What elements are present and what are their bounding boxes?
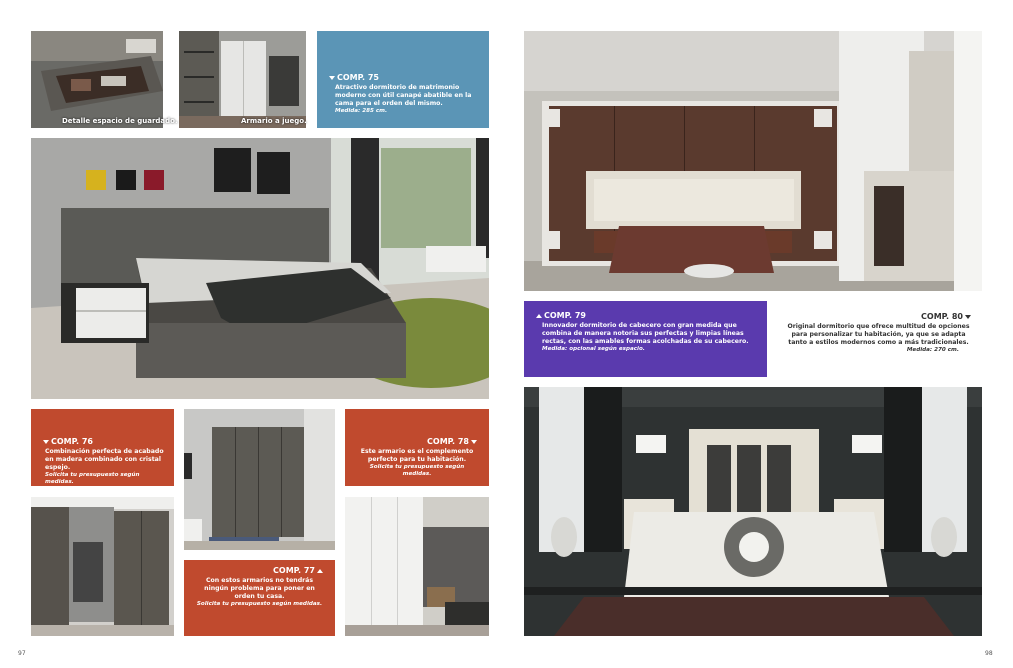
- caption-storage-detail: [62, 117, 188, 125]
- triangle-down-icon: [471, 440, 477, 444]
- comp75-box: [317, 31, 489, 128]
- comp80-box: [780, 312, 973, 372]
- photo-bedroom-80: [524, 387, 982, 636]
- triangle-down-icon: [965, 315, 971, 319]
- comp75-desc: Atractivo dormitorio de matrimonio moderno con útil canapé abatible en la cama para el orden del mismo.: [335, 84, 472, 108]
- comp78-box: [345, 409, 489, 486]
- triangle-down-icon: [309, 119, 315, 123]
- comp78-note: Solicita tu presupuesto según medidas.: [369, 464, 465, 478]
- comp77-desc: Con estos armarios no tendrás ningún problema para poner en orden tu casa.: [204, 577, 315, 601]
- comp77-box: [184, 560, 335, 636]
- comp76-note: Solicita tu presupuesto según medidas.: [45, 472, 140, 486]
- comp78-title-text: COMP. 78: [427, 437, 469, 446]
- comp76-title: [41, 437, 164, 446]
- comp79-title-text: COMP. 79: [544, 311, 586, 320]
- triangle-down-icon: [329, 76, 335, 80]
- page-number-right: 98: [985, 650, 993, 657]
- comp77-title-text: COMP. 77: [273, 566, 315, 575]
- comp79-note: Medida: opcional según espacio.: [542, 346, 645, 353]
- photo-main-bedroom: [31, 138, 489, 399]
- triangle-up-icon: [317, 569, 323, 573]
- comp80-note: Medida: 270 cm.: [906, 347, 959, 354]
- comp76-box: [31, 409, 174, 486]
- photo-wardrobe-78: [345, 497, 489, 636]
- page-number-left: 97: [18, 650, 26, 657]
- triangle-down-icon: [43, 440, 49, 444]
- photo-wardrobe-match: [179, 31, 306, 128]
- comp77-title: [194, 566, 325, 575]
- caption-storage-detail-text: Detalle espacio de guardado.: [62, 117, 178, 125]
- comp79-desc: Innovador dormitorio de cabecero con gran medida que combina de manera notoria sus perfectas y limpias líneas rectas, con las amables formas acolchadas de su cabecero.: [542, 322, 749, 346]
- caption-wardrobe-match: [241, 117, 317, 125]
- comp79-box: [524, 301, 767, 377]
- photo-wardrobe-76: [31, 497, 174, 636]
- comp77-note: Solicita tu presupuesto según medidas.: [196, 601, 323, 608]
- comp80-title: [780, 312, 973, 321]
- caption-wardrobe-match-text: Armario a juego.: [241, 117, 307, 125]
- comp76-title-text: COMP. 76: [51, 437, 93, 446]
- triangle-up-icon: [536, 314, 542, 318]
- comp79-title: [534, 311, 757, 320]
- comp78-title: [355, 437, 479, 446]
- comp75-title-text: COMP. 75: [337, 73, 379, 82]
- photo-bedroom-79: [524, 31, 982, 291]
- comp80-desc: Original dormitorio que ofrece multitud de opciones para personalizar tu habitación, ya que se adapta tanto a estilos modernos como a más tradicionales.: [787, 323, 970, 347]
- comp78-desc: Este armario es el complemento perfecto para tu habitación.: [360, 448, 474, 464]
- comp75-title: [327, 73, 479, 82]
- comp75-note: Medida: 285 cm.: [335, 108, 388, 115]
- comp76-desc: Combinación perfecta de acabado en madera combinado con cristal espejo.: [45, 448, 164, 472]
- comp80-title-text: COMP. 80: [921, 312, 963, 321]
- photo-wardrobe-77: [184, 409, 335, 550]
- photo-storage-detail: [31, 31, 163, 128]
